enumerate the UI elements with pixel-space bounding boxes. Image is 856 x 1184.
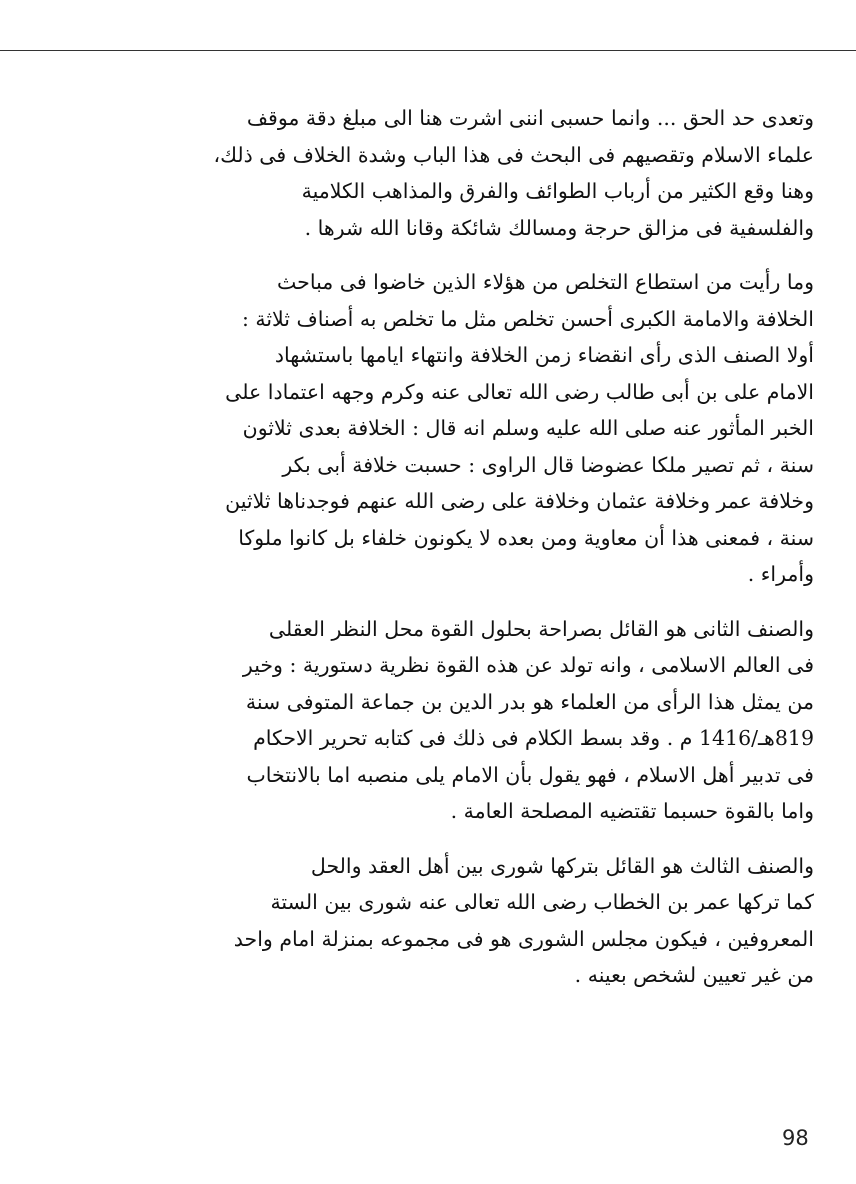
header-rule xyxy=(0,50,856,51)
text-line: والصنف الثالث هو القائل بتركها شورى بين أهل العقد والحل xyxy=(310,853,814,878)
text-line: الخلافة والامامة الكبرى أحسن تخلص مثل ما تخلص به أصناف ثلاثة : xyxy=(241,306,814,331)
text-line: أولا الصنف الذى رأى انقضاء زمن الخلافة وانتهاء ايامها باستشهاد xyxy=(274,343,814,367)
text-line: سنة ، ثم تصير ملكا عضوضا قال الراوى : حسبت خلافة أبى بكر xyxy=(282,452,814,477)
text-line: 819هـ/1416 م . وقد بسط الكلام فى ذلك فى كتابه تحرير الاحكام xyxy=(253,726,814,750)
text-line: من غير تعيين لشخص بعينه . xyxy=(574,963,814,987)
text-line: وأمراء . xyxy=(747,562,814,586)
text-line: من يمثل هذا الرأى من العلماء هو بدر الدين بن جماعة المتوفى سنة xyxy=(245,689,814,714)
text-line: المعروفين ، فيكون مجلس الشورى هو فى مجموعه بمنزلة امام واحد xyxy=(233,926,814,951)
text-line: وما رأيت من استطاع التخلص من هؤلاء الذين خاضوا فى مباحث xyxy=(277,270,814,294)
text-line: والصنف الثانى هو القائل بصراحة بحلول القوة محل النظر العقلى xyxy=(268,616,814,641)
text-line: والفلسفية فى مزالق حرجة ومسالك شائكة وقانا الله شرها . xyxy=(304,215,814,240)
text-line: فى تدبير أهل الاسلام ، فهو يقول بأن الامام يلى منصبه اما بالانتخاب xyxy=(246,762,814,787)
text-line: الامام على بن أبى طالب رضى الله تعالى عنه وكرم وجهه اعتمادا على xyxy=(225,379,814,404)
text-line: علماء الاسلام وتقصيهم فى البحث فى هذا الباب وشدة الخلاف فى ذلك، xyxy=(213,142,814,167)
text-line: كما تركها عمر بن الخطاب رضى الله تعالى عنه شورى بين الستة xyxy=(270,890,814,914)
paragraph-2 xyxy=(72,264,814,593)
text-line: وهنا وقع الكثير من أرباب الطوائف والفرق والمذاهب الكلامية xyxy=(301,179,814,203)
text-line: الخبر المأثور عنه صلى الله عليه وسلم انه قال : الخلافة بعدى ثلاثون xyxy=(242,416,814,440)
paragraph-3 xyxy=(72,611,814,830)
text-line: فى العالم الاسلامى ، وانه تولد عن هذه القوة نظرية دستورية : وخير xyxy=(242,653,814,677)
page-number: 98 xyxy=(782,1126,809,1150)
page-body xyxy=(72,100,814,994)
text-line: سنة ، فمعنى هذا أن معاوية ومن بعده لا يكونون خلفاء بل كانوا ملوكا xyxy=(238,525,814,550)
paragraph-1 xyxy=(72,100,814,246)
text-line: واما بالقوة حسبما تقتضيه المصلحة العامة . xyxy=(450,799,814,823)
paragraph-4 xyxy=(72,848,814,994)
text-line: وتعدى حد الحق ... وانما حسبى اننى اشرت هنا الى مبلغ دقة موقف xyxy=(246,106,814,130)
text-line: وخلافة عمر وخلافة عثمان وخلافة على رضى الله عنهم فوجدناها ثلاثين xyxy=(225,489,814,513)
